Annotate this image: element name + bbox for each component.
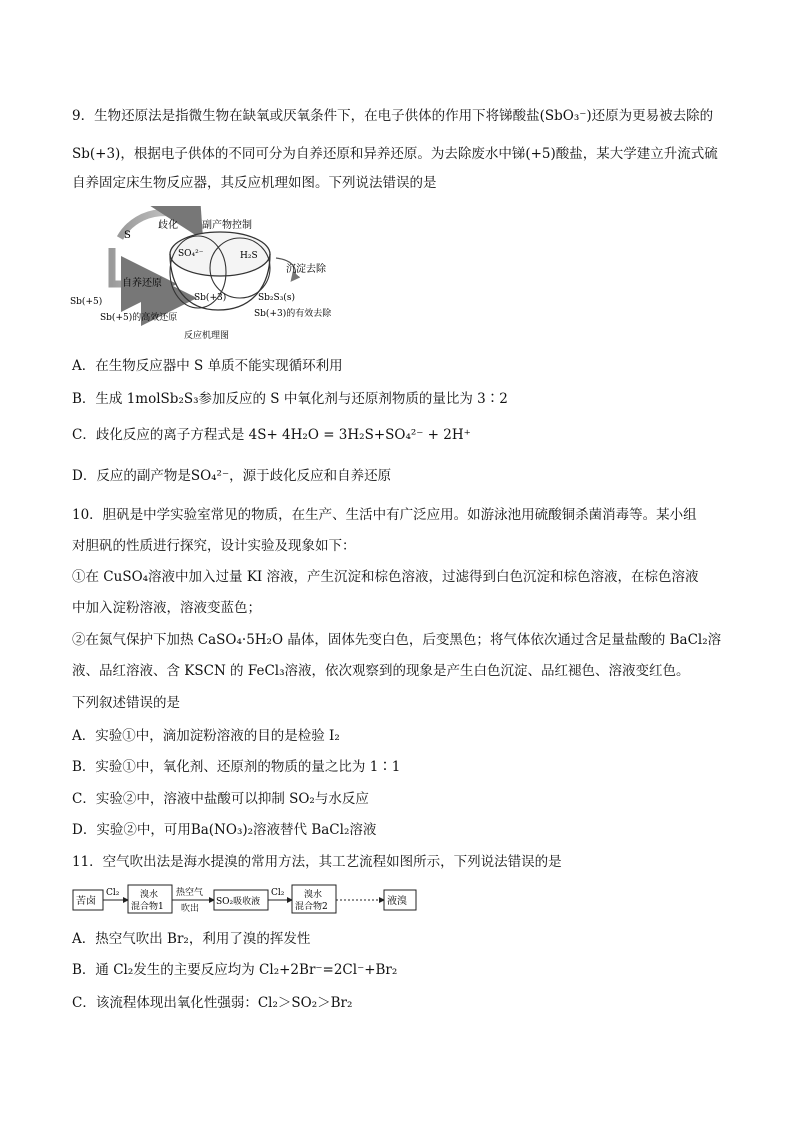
q9-stem-line-2: Sb(+3)，根据电子供体的不同可分为自养还原和异养还原。为去除废水中锑(+5)酸盐，某大学建立升流式硫 [72,146,718,162]
sb3-effective-removal-label: Sb(+3)的有效去除 [254,309,332,319]
q10-option-a: A．实验①中，滴加淀粉溶液的目的是检验 I₂ [72,728,340,744]
flow-box-mixture-1-line-1: 溴水 [140,890,159,900]
q10-stem-line-5: ②在氮气保护下加热 CaSO₄·5H₂O 晶体，固体先变白色，后变黑色；将气体依次通过含足量盐酸的 BaCl₂溶 [72,632,722,648]
flow-arrow-1-label: Cl₂ [106,888,120,898]
q11-option-c: C．该流程体现出氧化性强弱：Cl₂＞SO₂＞Br₂ [72,995,353,1011]
flow-arrow-2-label-top: 热空气 [176,888,204,898]
byproduct-control-label: 副产物控制 [202,220,252,231]
sulfate-label: SO₄²⁻ [178,249,204,259]
autotrophic-reduction-label: 自养还原 [122,278,162,289]
q10-option-b: B．实验①中，氧化剂、还原剂的物质的量之比为 1∶1 [72,759,401,775]
q10-option-c: C．实验②中，溶液中盐酸可以抑制 SO₂与水反应 [72,791,369,807]
disproportionation-label: 歧化 [158,220,178,231]
q10-stem-line-1: 10．胆矾是中学实验室常见的物质，在生产、生活中有广泛应用。如游泳池用硫酸铜杀菌消毒等。某小组 [72,507,697,523]
diagram-caption: 反应机理图 [184,331,230,341]
q11-process-flow-diagram [72,882,422,916]
q9-option-a: A．在生物反应器中 S 单质不能实现循环利用 [72,358,343,374]
sb3-label: Sb(+3) [194,293,227,303]
q11-option-a: A．热空气吹出 Br₂，利用了溴的挥发性 [72,931,311,947]
precipitation-removal-label: 沉淀去除 [286,264,326,275]
q10-stem-line-7: 下列叙述错误的是 [72,695,180,711]
sb5-label: Sb(+5) [70,297,103,307]
flow-box-mixture-2-line-1: 溴水 [304,890,323,900]
flow-box-mixture-2-line-2: 混合物2 [295,902,328,912]
hydrogen-sulfide-label: H₂S [240,251,258,261]
flow-arrow-3-label: Cl₂ [271,888,285,898]
q9-stem-line-1: 9．生物还原法是指微生物在缺氧或厌氧条件下，在电子供体的作用下将锑酸盐(SbO₃⁻)还原为更易被去除的 [72,108,714,124]
q10-option-d: D．实验②中，可用Ba(NO₃)₂溶液替代 BaCl₂溶液 [72,822,377,838]
sb5-efficient-reduction-label: Sb(+5)的高效还原 [100,313,178,323]
q9-option-b: B．生成 1molSb₂S₃参加反应的 S 中氧化剂与还原剂物质的量比为 3∶2 [72,391,508,407]
sb2s3-label: Sb₂S₃(s) [258,293,295,303]
q9-option-d: D．反应的副产物是SO₄²⁻，源于歧化反应和自养还原 [72,468,392,484]
q10-stem-line-2: 对胆矾的性质进行探究，设计实验及现象如下： [72,538,356,554]
flow-box-so2-absorption-label: SO₂吸收液 [216,897,261,907]
q11-option-b: B．通 Cl₂发生的主要反应均为 Cl₂+2Br⁻=2Cl⁻+Br₂ [72,962,398,978]
s-label: S [124,230,131,241]
q9-reaction-mechanism-diagram [68,206,368,346]
flow-box-liquid-bromine-label: 液溴 [387,896,407,907]
q10-stem-line-3: ①在 CuSO₄溶液中加入过量 KI 溶液，产生沉淀和棕色溶液，过滤得到白色沉淀和棕色溶液，在棕色溶液 [72,569,699,585]
q11-stem-line-1: 11．空气吹出法是海水提溴的常用方法，其工艺流程如图所示，下列说法错误的是 [72,854,562,870]
q10-stem-line-6: 液、品红溶液、含 KSCN 的 FeCl₃溶液，依次观察到的现象是产生白色沉淀、品红褪色、溶液变红色。 [72,663,690,679]
q9-option-c: C．歧化反应的离子方程式是 4S+ 4H₂O = 3H₂S+SO₄²⁻ + 2H⁺ [72,427,471,443]
q10-stem-line-4: 中加入淀粉溶液，溶液变蓝色； [72,600,261,616]
flow-box-brine-label: 苦卤 [76,896,96,907]
flow-box-mixture-1-line-2: 混合物1 [131,902,164,912]
q9-stem-line-3: 自养固定床生物反应器，其反应机理如图。下列说法错误的是 [72,175,437,191]
flow-arrow-2-label-bottom: 吹出 [181,904,200,914]
